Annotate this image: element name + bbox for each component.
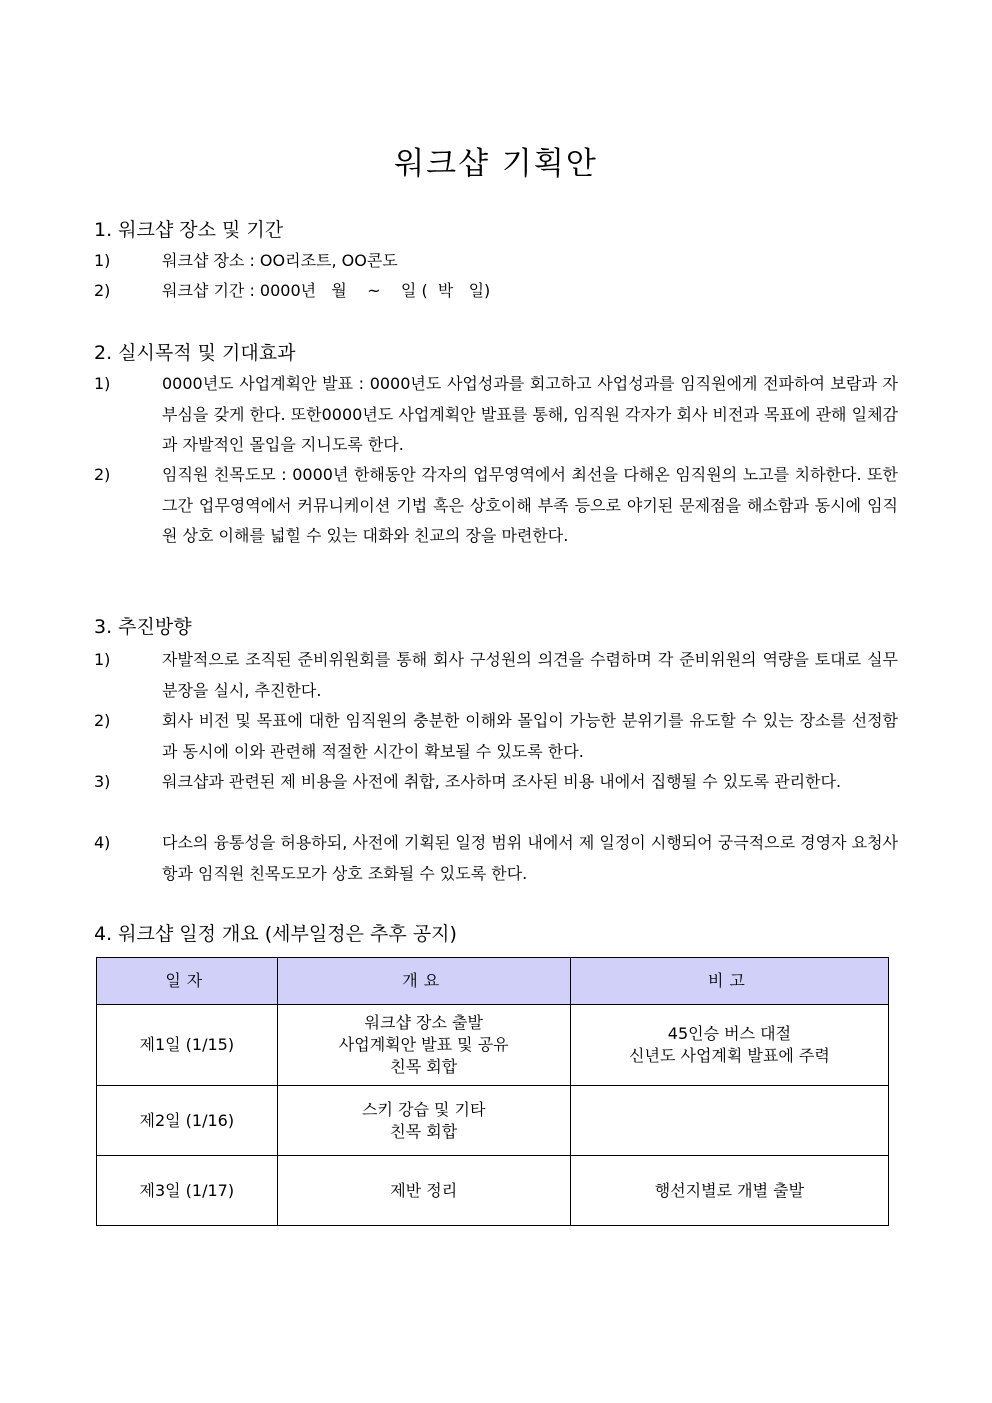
item-number: 2) bbox=[94, 465, 111, 484]
note-cell bbox=[570, 1005, 888, 1086]
table-row bbox=[97, 1156, 889, 1226]
note-line: 45인승 버스 대절 bbox=[667, 1024, 792, 1043]
header-day: 일자 bbox=[97, 958, 278, 1005]
section-1-heading: 1. 워크샵 장소 및 기간 bbox=[94, 219, 284, 241]
section-3-heading: 3. 추진방향 bbox=[94, 616, 192, 638]
day-cell: 제1일 (1/15) bbox=[97, 1005, 278, 1086]
summary-line: 친목 회합 bbox=[390, 1121, 458, 1141]
table-header-row bbox=[97, 958, 889, 1005]
schedule-table bbox=[96, 957, 889, 1226]
table-row bbox=[97, 1086, 889, 1156]
day-cell: 제3일 (1/17) bbox=[97, 1156, 278, 1226]
item-text: 회사 비전 및 목표에 대한 임직원의 충분한 이해와 몰입이 가능한 분위기를 유도할 수 있는 장소를 선정함과 동시에 이와 관련해 적절한 시간이 확보될 수 있도록 한다. bbox=[162, 711, 898, 761]
header-summary: 개요 bbox=[277, 958, 570, 1005]
item-text: 워크샵 기간 : 0000년 월 ~ 일 ( 박 일) bbox=[162, 281, 491, 300]
section-3-item-3 bbox=[94, 767, 898, 798]
item-text: 다소의 융통성을 허용하되, 사전에 기획된 일정 범위 내에서 제 일정이 시행되어 궁극적으로 경영자 요청사항과 임직원 친목도모가 상호 조화될 수 있도록 한다. bbox=[162, 833, 898, 883]
summary-cell bbox=[277, 1156, 570, 1226]
note-line: 행선지별로 개별 출발 bbox=[654, 1180, 805, 1200]
summary-line: 워크샵 장소 출발 bbox=[364, 1013, 483, 1032]
note-cell bbox=[570, 1086, 888, 1156]
section-2-item-1 bbox=[94, 369, 898, 461]
summary-cell bbox=[277, 1005, 570, 1086]
summary-line: 스키 강습 및 기타 bbox=[361, 1099, 486, 1119]
summary-line: 사업계획안 발표 및 공유 bbox=[338, 1035, 509, 1054]
header-note: 비고 bbox=[570, 958, 888, 1005]
section-1-item-1 bbox=[94, 246, 898, 277]
item-text: 자발적으로 조직된 준비위원회를 통해 회사 구성원의 의견을 수렴하며 각 준비위원의 역량을 토대로 실무 분장을 실시, 추진한다. bbox=[162, 650, 898, 700]
document-title: 워크샵 기획안 bbox=[394, 146, 598, 182]
note-cell bbox=[570, 1156, 888, 1226]
section-2-item-2 bbox=[94, 460, 898, 552]
item-number: 2) bbox=[94, 281, 111, 300]
item-number: 1) bbox=[94, 251, 111, 270]
item-text: 임직원 친목도모 : 0000년 한해동안 각자의 업무영역에서 최선을 다해온 임직원의 노고를 치하한다. 또한 그간 업무영역에서 커뮤니케이션 기법 혹은 상호이해 부족 등으로 야기된 문제점을 해소함과 동시에 임직원 상호 이해를 넓힐 수 있는 대화와 친교의 장을 마련한다. bbox=[162, 465, 898, 545]
summary-line: 친목 회합 bbox=[390, 1057, 458, 1076]
item-text: 워크샵 장소 : OO리조트, OO콘도 bbox=[162, 251, 398, 270]
section-1-item-2 bbox=[94, 276, 898, 307]
item-number: 1) bbox=[94, 374, 111, 393]
summary-cell bbox=[277, 1086, 570, 1156]
note-line: 신년도 사업계획 발표에 주력 bbox=[629, 1046, 830, 1065]
day-cell: 제2일 (1/16) bbox=[97, 1086, 278, 1156]
item-number: 3) bbox=[94, 772, 111, 791]
section-2-heading: 2. 실시목적 및 기대효과 bbox=[94, 342, 296, 364]
item-number: 2) bbox=[94, 711, 111, 730]
table-row bbox=[97, 1005, 889, 1086]
item-number: 1) bbox=[94, 650, 111, 669]
section-4-heading: 4. 워크샵 일정 개요 (세부일정은 추후 공지) bbox=[94, 923, 457, 945]
item-number: 4) bbox=[94, 833, 111, 852]
item-text: 0000년도 사업계획안 발표 : 0000년도 사업성과를 회고하고 사업성과를 임직원에게 전파하여 보람과 자부심을 갖게 한다. 또한0000년도 사업계획안 발표를 통해, 임직원 각자가 회사 비전과 목표에 관해 일체감과 자발적인 몰입을 지니도록 한다. bbox=[162, 374, 898, 454]
item-text: 워크샵과 관련된 제 비용을 사전에 취합, 조사하며 조사된 비용 내에서 집행될 수 있도록 관리한다. bbox=[162, 772, 842, 791]
section-3-item-1 bbox=[94, 645, 898, 706]
section-3-item-4 bbox=[94, 828, 898, 889]
section-3-item-2 bbox=[94, 706, 898, 767]
summary-line: 제반 정리 bbox=[390, 1180, 458, 1200]
